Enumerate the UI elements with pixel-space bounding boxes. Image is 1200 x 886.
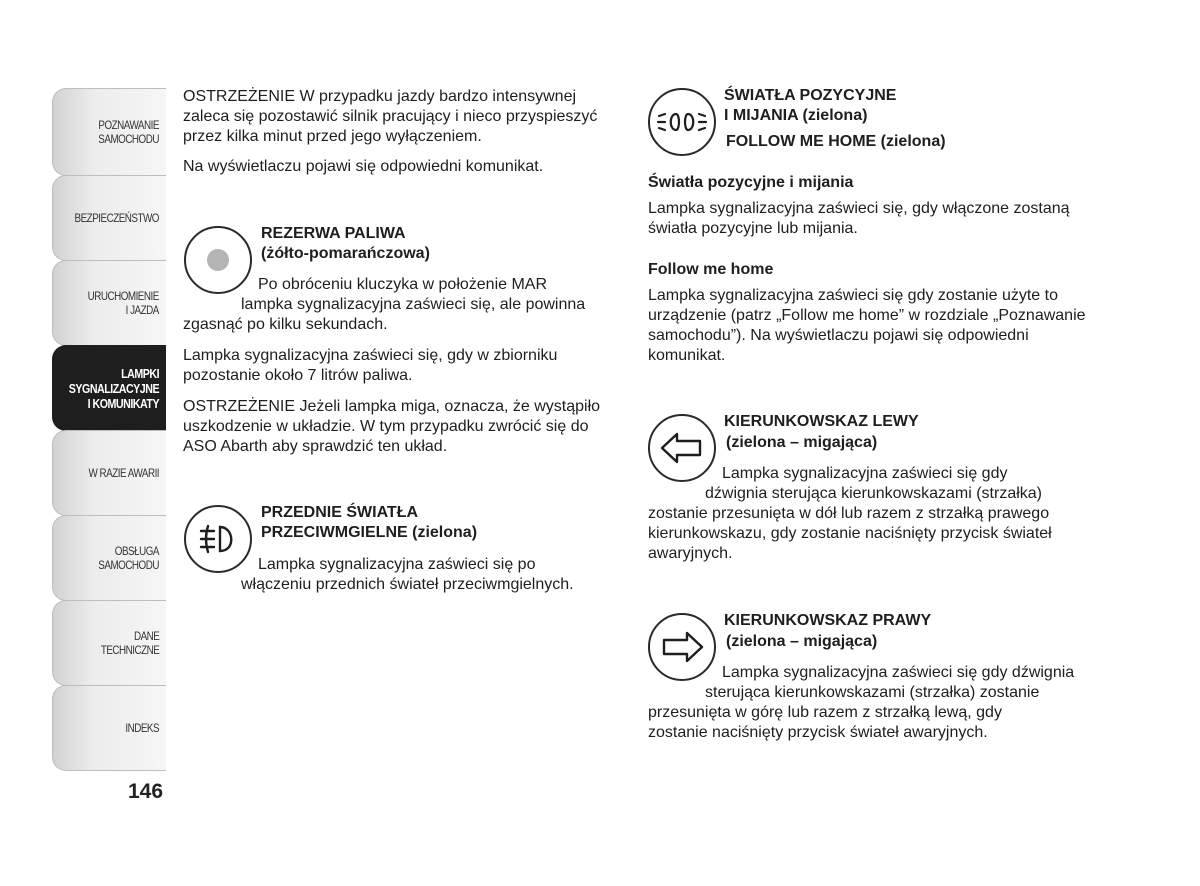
lights-title-color: (zielona) bbox=[802, 107, 868, 124]
fog-light-text-line1: Lampka sygnalizacyjna zaświeci się po bbox=[258, 556, 536, 573]
right-turn-arrow-icon bbox=[648, 613, 716, 681]
tab-indeks[interactable]: INDEKS bbox=[52, 685, 166, 771]
page-number: 146 bbox=[128, 780, 164, 803]
left-turn-text-line1: Lampka sygnalizacyjna zaświeci się gdy bbox=[722, 465, 1008, 482]
left-turn-arrow-icon bbox=[648, 414, 716, 482]
fuel-reserve-title: REZERWA PALIWA bbox=[261, 225, 406, 242]
fog-light-title-line2 bbox=[261, 523, 477, 543]
position-lights-subheading: Światła pozycyjne i mijania bbox=[648, 174, 854, 191]
fuel-reserve-text-line2: lampka sygnalizacyjna zaświeci się, ale powinna bbox=[241, 296, 586, 313]
tab-dane-techniczne[interactable]: DANE TECHNICZNE bbox=[52, 600, 166, 686]
follow-me-home-title: FOLLOW ME HOME bbox=[726, 133, 877, 150]
lights-title-line1: ŚWIATŁA POZYCYJNE bbox=[724, 87, 897, 104]
tab-lampki-sygnalizacyjne[interactable]: LAMPKI SYGNALIZACYJNE I KOMUNIKATY bbox=[52, 345, 166, 431]
right-turn-text-line3: przesunięta w górę lub razem z strzałką lewą, gdy zostanie naciśnięty przycisk świateł awaryjnych. bbox=[648, 704, 1002, 741]
follow-me-home-subheading: Follow me home bbox=[648, 261, 774, 278]
right-turn-title: KIERUNKOWSKAZ PRAWY bbox=[724, 612, 932, 629]
follow-me-home-text: Lampka sygnalizacyjna zaświeci się gdy zostanie użyte to urządzenie (patrz „Follow me home” w rozdziale „Poznawanie samochodu”). Na wyświetlaczu pojawi się odpowiedni komunikat. bbox=[648, 287, 1086, 364]
tab-bezpieczenstwo[interactable]: BEZPIECZEŃSTWO bbox=[52, 175, 166, 261]
chapter-tabs bbox=[52, 88, 166, 770]
front-fog-light-icon bbox=[184, 505, 252, 573]
fog-light-color: (zielona) bbox=[412, 524, 478, 541]
position-dipped-lights-icon bbox=[648, 88, 716, 156]
right-turn-text-line1: Lampka sygnalizacyjna zaświeci się gdy dźwignia bbox=[722, 664, 1075, 681]
fuel-reserve-icon bbox=[184, 226, 252, 294]
tab-uruchomienie-i-jazda[interactable]: URUCHOMIENIE I JAZDA bbox=[52, 260, 166, 346]
left-turn-text-line2: dźwignia sterująca kierunkowskazami (strzałka) bbox=[705, 485, 1043, 502]
intro-display-paragraph: Na wyświetlaczu pojawi się odpowiedni komunikat. bbox=[183, 158, 544, 175]
fuel-reserve-text-line3: zgasnąć po kilku sekundach. bbox=[183, 316, 388, 333]
fuel-reserve-warning: OSTRZEŻENIE Jeżeli lampka miga, oznacza, że wystąpiło uszkodzenie w układzie. W tym przypadku zwrócić się do ASO Abarth aby sprawdzić ten układ. bbox=[183, 398, 601, 455]
right-turn-text-line2: sterująca kierunkowskazami (strzałka) zostanie bbox=[705, 684, 1040, 701]
position-lights-text: Lampka sygnalizacyjna zaświeci się, gdy włączone zostaną światła pozycyjne lub mijania. bbox=[648, 200, 1070, 237]
fuel-reserve-subtitle: (żółto-pomarańczowa) bbox=[261, 245, 430, 262]
left-turn-title: KIERUNKOWSKAZ LEWY bbox=[724, 413, 919, 430]
left-turn-subtitle: (zielona – migająca) bbox=[726, 434, 878, 451]
fog-light-title-line1: PRZEDNIE ŚWIATŁA bbox=[261, 504, 419, 521]
fog-light-text-line2: włączeniu przednich świateł przeciwmgielnych. bbox=[241, 576, 574, 593]
follow-me-home-color: (zielona) bbox=[880, 133, 946, 150]
tab-obsluga-samochodu[interactable]: OBSŁUGA SAMOCHODU bbox=[52, 515, 166, 601]
fuel-reserve-paragraph2: Lampka sygnalizacyjna zaświeci się, gdy w zbiorniku pozostanie około 7 litrów paliwa. bbox=[183, 347, 558, 384]
right-turn-subtitle: (zielona – migająca) bbox=[726, 633, 878, 650]
tab-w-razie-awarii[interactable]: W RAZIE AWARII bbox=[52, 430, 166, 516]
left-turn-text-line3: zostanie przesunięta w dół lub razem z strzałką prawego kierunkowskazu, gdy zostanie naciśnięty przycisk świateł awaryjnych. bbox=[648, 505, 1052, 562]
lights-title-mijania: I MIJANIA bbox=[724, 107, 799, 124]
lights-title-line3 bbox=[726, 132, 946, 152]
intro-warning-paragraph: OSTRZEŻENIE W przypadku jazdy bardzo intensywnej zaleca się pozostawić silnik pracujący i nieco przyspieszyć przez kilka minut przed jego wyłączeniem. bbox=[183, 88, 598, 145]
tab-poznawanie-samochodu[interactable]: POZNAWANIE SAMOCHODU bbox=[52, 88, 166, 176]
fog-light-title-main: PRZECIWMGIELNE bbox=[261, 524, 408, 541]
lights-title-line2 bbox=[724, 106, 867, 126]
fuel-reserve-text-line1: Po obróceniu kluczyka w położenie MAR bbox=[258, 276, 548, 293]
